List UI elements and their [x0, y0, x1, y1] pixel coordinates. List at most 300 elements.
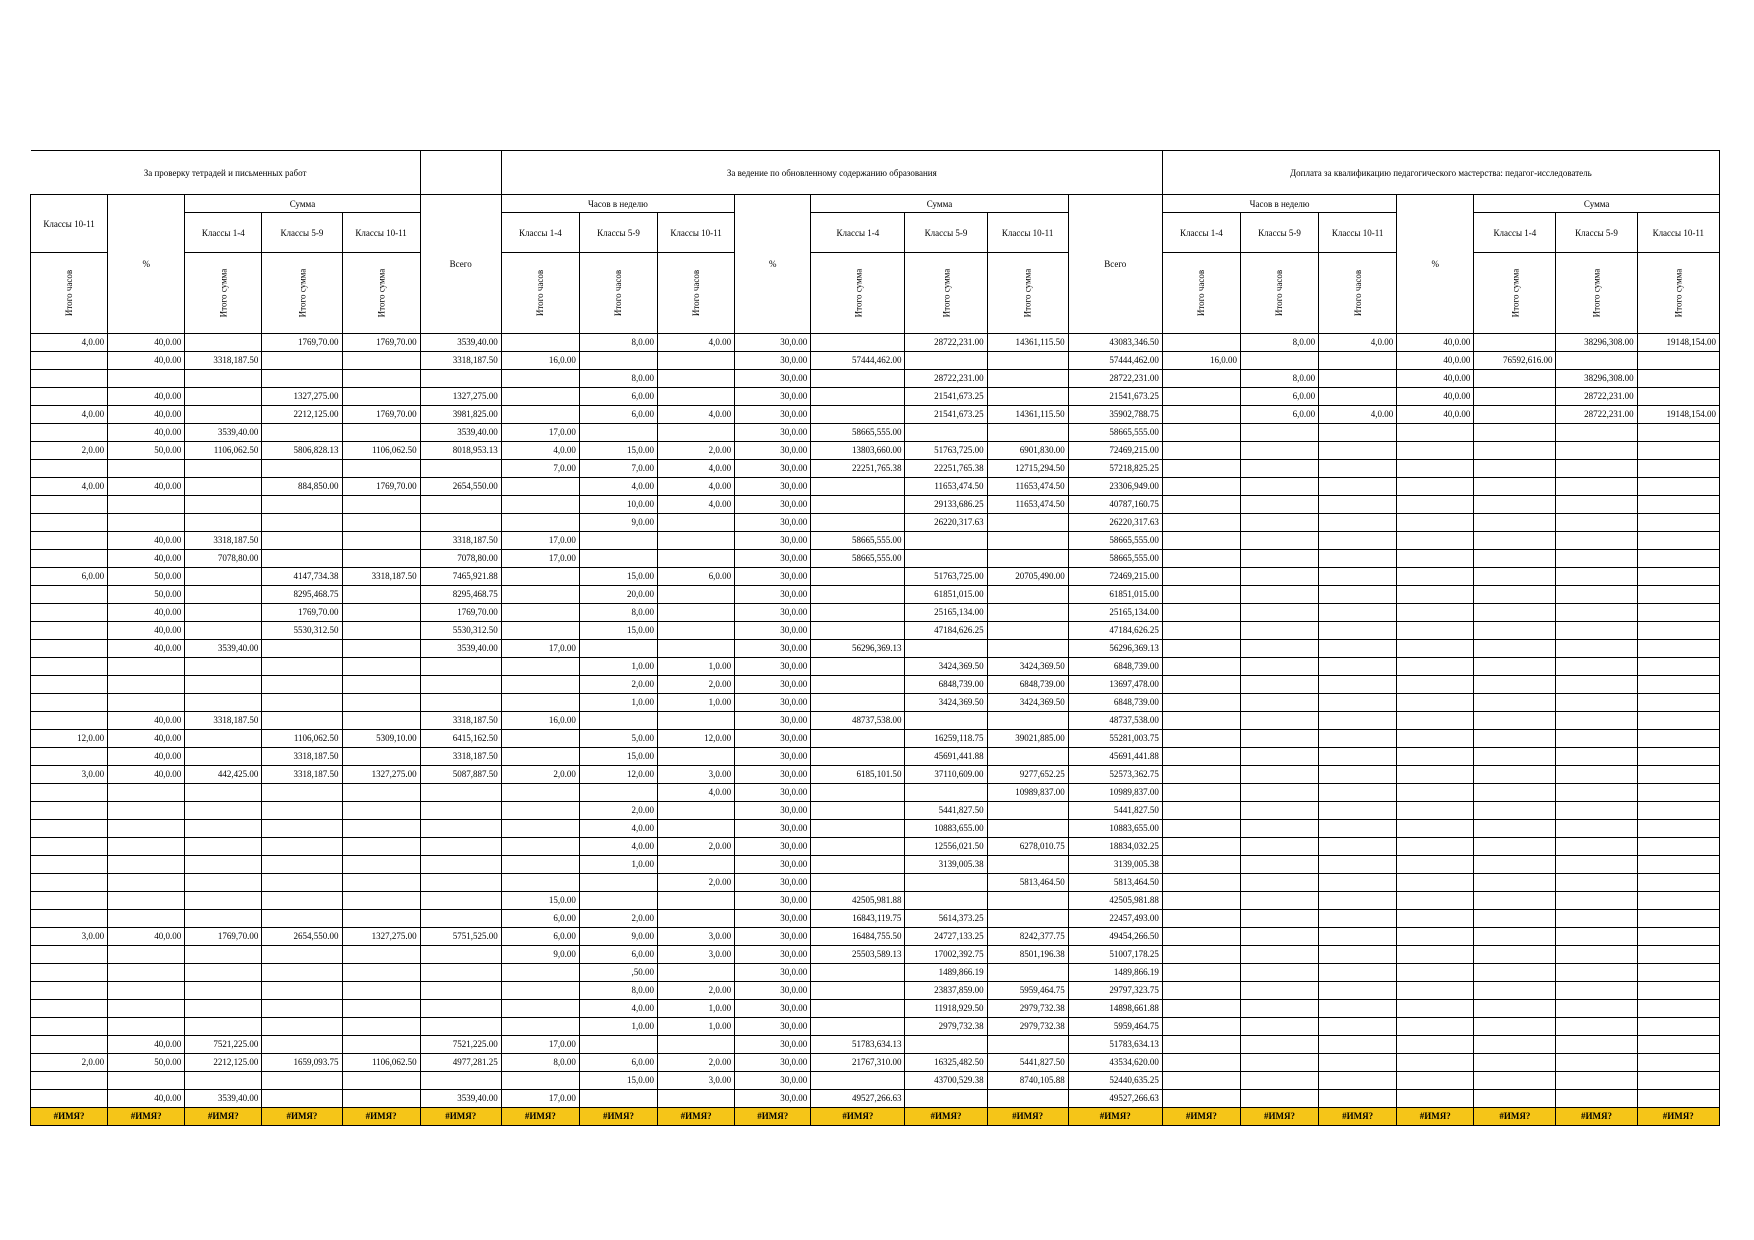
table-cell[interactable] [811, 388, 905, 406]
table-cell[interactable]: 8018,953.13 [420, 442, 501, 460]
table-cell[interactable]: 1,0.00 [579, 694, 657, 712]
table-cell[interactable] [1162, 496, 1240, 514]
table-cell[interactable]: 37110,609.00 [905, 766, 987, 784]
table-cell[interactable] [31, 424, 108, 442]
table-cell[interactable] [1319, 460, 1397, 478]
table-cell[interactable]: 56296,369.13 [811, 640, 905, 658]
table-cell[interactable] [31, 856, 108, 874]
table-cell[interactable] [658, 532, 735, 550]
table-cell[interactable] [1637, 442, 1719, 460]
table-cell[interactable] [1162, 388, 1240, 406]
table-cell[interactable] [108, 496, 185, 514]
table-cell[interactable] [501, 1072, 579, 1090]
table-cell[interactable] [501, 568, 579, 586]
table-cell[interactable] [1162, 1090, 1240, 1108]
table-cell[interactable] [1474, 442, 1556, 460]
table-cell[interactable]: 2,0.00 [658, 982, 735, 1000]
table-cell[interactable]: 40,0.00 [108, 406, 185, 424]
table-cell[interactable] [1240, 568, 1318, 586]
table-cell[interactable] [1319, 640, 1397, 658]
table-cell[interactable]: 30,0.00 [735, 802, 811, 820]
table-cell[interactable] [342, 388, 420, 406]
table-cell[interactable] [905, 640, 987, 658]
table-cell[interactable] [185, 946, 262, 964]
table-cell[interactable] [1474, 658, 1556, 676]
table-cell[interactable]: 17,0.00 [501, 532, 579, 550]
table-cell[interactable] [1319, 892, 1397, 910]
table-cell[interactable] [1397, 784, 1474, 802]
table-cell[interactable]: 1106,062.50 [342, 1054, 420, 1072]
table-cell[interactable] [262, 370, 342, 388]
table-cell[interactable]: 12,0.00 [658, 730, 735, 748]
table-cell[interactable] [108, 856, 185, 874]
table-cell[interactable] [1162, 550, 1240, 568]
table-cell[interactable]: 29797,323.75 [1068, 982, 1162, 1000]
table-cell[interactable] [262, 658, 342, 676]
table-cell[interactable]: 3981,825.00 [420, 406, 501, 424]
table-cell[interactable] [1319, 1000, 1397, 1018]
table-cell[interactable] [31, 370, 108, 388]
table-cell[interactable] [1240, 712, 1318, 730]
table-cell[interactable] [342, 874, 420, 892]
table-cell[interactable]: 30,0.00 [735, 442, 811, 460]
table-cell[interactable] [108, 658, 185, 676]
table-cell[interactable] [420, 910, 501, 928]
table-cell[interactable] [1240, 442, 1318, 460]
table-cell[interactable] [1556, 874, 1637, 892]
table-cell[interactable] [342, 892, 420, 910]
table-cell[interactable]: 4,0.00 [579, 478, 657, 496]
table-cell[interactable]: 8501,196.38 [987, 946, 1068, 964]
table-cell[interactable] [1162, 694, 1240, 712]
table-cell[interactable]: 40,0.00 [108, 478, 185, 496]
table-cell[interactable] [987, 352, 1068, 370]
table-cell[interactable]: 30,0.00 [735, 658, 811, 676]
table-cell[interactable]: 8295,468.75 [262, 586, 342, 604]
table-cell[interactable] [420, 856, 501, 874]
table-cell[interactable] [1474, 874, 1556, 892]
table-cell[interactable] [1162, 964, 1240, 982]
table-cell[interactable] [108, 874, 185, 892]
table-cell[interactable] [501, 748, 579, 766]
table-cell[interactable] [1556, 1054, 1637, 1072]
table-cell[interactable] [1162, 1054, 1240, 1072]
table-cell[interactable]: 30,0.00 [735, 622, 811, 640]
table-cell[interactable]: 50,0.00 [108, 586, 185, 604]
table-cell[interactable] [1397, 946, 1474, 964]
table-cell[interactable] [1397, 1054, 1474, 1072]
table-cell[interactable] [31, 1072, 108, 1090]
table-cell[interactable] [811, 568, 905, 586]
table-cell[interactable] [501, 838, 579, 856]
table-cell[interactable] [1637, 640, 1719, 658]
table-cell[interactable] [1240, 694, 1318, 712]
table-cell[interactable] [658, 910, 735, 928]
table-cell[interactable] [1397, 532, 1474, 550]
table-cell[interactable] [262, 712, 342, 730]
table-cell[interactable] [108, 946, 185, 964]
table-cell[interactable]: 2654,550.00 [262, 928, 342, 946]
table-cell[interactable] [31, 910, 108, 928]
table-cell[interactable] [1556, 478, 1637, 496]
table-cell[interactable]: 30,0.00 [735, 478, 811, 496]
table-cell[interactable]: 30,0.00 [735, 694, 811, 712]
table-cell[interactable] [31, 892, 108, 910]
table-cell[interactable] [658, 856, 735, 874]
table-cell[interactable] [185, 496, 262, 514]
table-cell[interactable] [1397, 676, 1474, 694]
table-cell[interactable] [1240, 676, 1318, 694]
table-cell[interactable] [1637, 388, 1719, 406]
table-cell[interactable] [501, 478, 579, 496]
table-cell[interactable] [262, 1018, 342, 1036]
table-cell[interactable] [1240, 982, 1318, 1000]
table-cell[interactable] [420, 1018, 501, 1036]
total-cell-error[interactable]: #ИМЯ? [262, 1108, 342, 1126]
table-cell[interactable]: 3318,187.50 [185, 712, 262, 730]
table-cell[interactable] [987, 550, 1068, 568]
table-cell[interactable] [905, 550, 987, 568]
table-cell[interactable] [342, 712, 420, 730]
table-cell[interactable]: 2,0.00 [658, 874, 735, 892]
table-cell[interactable]: 38296,308.00 [1556, 334, 1637, 352]
table-cell[interactable] [342, 838, 420, 856]
table-cell[interactable] [1319, 532, 1397, 550]
table-cell[interactable]: 14898,661.88 [1068, 1000, 1162, 1018]
table-cell[interactable] [1240, 784, 1318, 802]
table-cell[interactable]: 49454,266.50 [1068, 928, 1162, 946]
table-cell[interactable] [1240, 586, 1318, 604]
table-cell[interactable]: 3424,369.50 [905, 694, 987, 712]
table-cell[interactable]: 30,0.00 [735, 568, 811, 586]
table-cell[interactable] [185, 802, 262, 820]
table-cell[interactable]: 17,0.00 [501, 1090, 579, 1108]
table-cell[interactable]: 3318,187.50 [420, 712, 501, 730]
table-cell[interactable]: 1106,062.50 [262, 730, 342, 748]
table-cell[interactable] [1556, 1018, 1637, 1036]
table-cell[interactable]: 2979,732.38 [987, 1000, 1068, 1018]
table-cell[interactable] [185, 334, 262, 352]
table-cell[interactable] [1240, 820, 1318, 838]
table-cell[interactable] [1319, 496, 1397, 514]
table-cell[interactable]: 4,0.00 [31, 334, 108, 352]
table-cell[interactable] [1162, 730, 1240, 748]
table-cell[interactable] [420, 838, 501, 856]
table-cell[interactable]: 58665,555.00 [811, 424, 905, 442]
table-cell[interactable] [342, 1072, 420, 1090]
table-cell[interactable] [1637, 1036, 1719, 1054]
table-cell[interactable] [1319, 352, 1397, 370]
table-cell[interactable] [1637, 964, 1719, 982]
table-cell[interactable] [31, 1000, 108, 1018]
table-cell[interactable] [1162, 784, 1240, 802]
total-cell-error[interactable]: #ИМЯ? [735, 1108, 811, 1126]
table-cell[interactable]: 11653,474.50 [905, 478, 987, 496]
table-cell[interactable] [108, 964, 185, 982]
table-cell[interactable]: 12556,021.50 [905, 838, 987, 856]
table-cell[interactable]: 3,0.00 [658, 766, 735, 784]
table-cell[interactable]: 40,0.00 [108, 550, 185, 568]
table-cell[interactable]: 5530,312.50 [262, 622, 342, 640]
table-cell[interactable]: 15,0.00 [579, 622, 657, 640]
table-cell[interactable]: 5959,464.75 [987, 982, 1068, 1000]
table-cell[interactable] [185, 820, 262, 838]
table-cell[interactable]: 17,0.00 [501, 550, 579, 568]
table-cell[interactable] [342, 694, 420, 712]
table-cell[interactable]: 3318,187.50 [262, 766, 342, 784]
table-cell[interactable] [1637, 910, 1719, 928]
table-cell[interactable]: 1489,866.19 [1068, 964, 1162, 982]
table-cell[interactable]: 5441,827.50 [1068, 802, 1162, 820]
table-cell[interactable] [905, 892, 987, 910]
table-cell[interactable] [262, 1036, 342, 1054]
table-cell[interactable] [1319, 694, 1397, 712]
table-cell[interactable]: 1,0.00 [579, 1018, 657, 1036]
table-cell[interactable] [811, 802, 905, 820]
table-cell[interactable] [185, 478, 262, 496]
table-cell[interactable] [420, 820, 501, 838]
table-cell[interactable] [1474, 856, 1556, 874]
table-cell[interactable] [1240, 928, 1318, 946]
table-cell[interactable] [1637, 730, 1719, 748]
table-cell[interactable]: 6848,739.00 [1068, 694, 1162, 712]
table-cell[interactable]: 28722,231.00 [1556, 406, 1637, 424]
table-cell[interactable]: 6278,010.75 [987, 838, 1068, 856]
table-cell[interactable]: 16,0.00 [501, 352, 579, 370]
table-cell[interactable] [342, 514, 420, 532]
table-cell[interactable]: 6185,101.50 [811, 766, 905, 784]
table-cell[interactable] [342, 820, 420, 838]
total-cell-error[interactable]: #ИМЯ? [1474, 1108, 1556, 1126]
table-cell[interactable] [1162, 586, 1240, 604]
table-cell[interactable] [1319, 514, 1397, 532]
table-cell[interactable]: 5751,525.00 [420, 928, 501, 946]
table-cell[interactable] [579, 550, 657, 568]
total-cell-error[interactable]: #ИМЯ? [811, 1108, 905, 1126]
table-cell[interactable] [262, 514, 342, 532]
table-cell[interactable] [658, 640, 735, 658]
table-cell[interactable]: 1327,275.00 [262, 388, 342, 406]
table-cell[interactable]: 30,0.00 [735, 586, 811, 604]
table-cell[interactable]: 30,0.00 [735, 766, 811, 784]
table-cell[interactable] [31, 622, 108, 640]
table-cell[interactable]: 52573,362.75 [1068, 766, 1162, 784]
table-cell[interactable] [1637, 766, 1719, 784]
table-cell[interactable]: 21767,310.00 [811, 1054, 905, 1072]
table-cell[interactable] [31, 712, 108, 730]
table-cell[interactable]: 50,0.00 [108, 1054, 185, 1072]
table-cell[interactable] [342, 910, 420, 928]
table-cell[interactable] [31, 982, 108, 1000]
table-cell[interactable] [342, 784, 420, 802]
table-cell[interactable]: 30,0.00 [735, 460, 811, 478]
table-cell[interactable] [987, 748, 1068, 766]
table-cell[interactable]: 2,0.00 [658, 676, 735, 694]
table-cell[interactable] [31, 1090, 108, 1108]
table-cell[interactable] [1397, 694, 1474, 712]
table-cell[interactable] [342, 982, 420, 1000]
table-cell[interactable]: 28722,231.00 [1556, 388, 1637, 406]
total-cell-error[interactable]: #ИМЯ? [1240, 1108, 1318, 1126]
table-cell[interactable]: 14361,115.50 [987, 406, 1068, 424]
table-cell[interactable]: 6415,162.50 [420, 730, 501, 748]
table-cell[interactable] [1162, 568, 1240, 586]
table-cell[interactable] [1240, 658, 1318, 676]
table-cell[interactable]: 3318,187.50 [185, 352, 262, 370]
table-cell[interactable] [1319, 838, 1397, 856]
table-cell[interactable]: 40,0.00 [108, 928, 185, 946]
table-cell[interactable] [1319, 568, 1397, 586]
table-cell[interactable] [31, 964, 108, 982]
table-cell[interactable]: 5087,887.50 [420, 766, 501, 784]
table-cell[interactable] [658, 424, 735, 442]
table-cell[interactable] [262, 352, 342, 370]
table-cell[interactable]: 1,0.00 [658, 1018, 735, 1036]
table-cell[interactable]: 4,0.00 [31, 478, 108, 496]
table-cell[interactable]: 22457,493.00 [1068, 910, 1162, 928]
table-cell[interactable]: 4,0.00 [579, 820, 657, 838]
table-cell[interactable] [1397, 1090, 1474, 1108]
table-cell[interactable] [1162, 334, 1240, 352]
table-cell[interactable]: 6,0.00 [658, 568, 735, 586]
table-cell[interactable] [1474, 730, 1556, 748]
table-cell[interactable]: 22251,765.38 [905, 460, 987, 478]
table-cell[interactable] [342, 532, 420, 550]
table-cell[interactable]: 2212,125.00 [262, 406, 342, 424]
table-cell[interactable] [579, 712, 657, 730]
table-cell[interactable] [1319, 1018, 1397, 1036]
table-cell[interactable]: 17,0.00 [501, 1036, 579, 1054]
table-cell[interactable] [1474, 982, 1556, 1000]
table-cell[interactable] [420, 982, 501, 1000]
table-cell[interactable] [501, 406, 579, 424]
table-cell[interactable] [31, 874, 108, 892]
table-cell[interactable]: 30,0.00 [735, 550, 811, 568]
table-cell[interactable]: 3539,40.00 [185, 424, 262, 442]
table-cell[interactable] [342, 370, 420, 388]
table-cell[interactable] [185, 964, 262, 982]
table-cell[interactable]: 40,0.00 [108, 712, 185, 730]
table-cell[interactable]: 30,0.00 [735, 730, 811, 748]
table-cell[interactable] [1556, 676, 1637, 694]
table-cell[interactable] [185, 514, 262, 532]
table-cell[interactable]: ,50.00 [579, 964, 657, 982]
table-cell[interactable] [1474, 388, 1556, 406]
table-cell[interactable] [262, 460, 342, 478]
table-cell[interactable] [108, 892, 185, 910]
table-cell[interactable]: 45691,441.88 [1068, 748, 1162, 766]
total-cell-error[interactable]: #ИМЯ? [1556, 1108, 1637, 1126]
total-cell-error[interactable]: #ИМЯ? [905, 1108, 987, 1126]
table-cell[interactable] [1397, 604, 1474, 622]
table-cell[interactable]: 30,0.00 [735, 676, 811, 694]
table-cell[interactable] [262, 802, 342, 820]
table-cell[interactable] [31, 1018, 108, 1036]
table-cell[interactable] [658, 712, 735, 730]
table-cell[interactable] [1637, 460, 1719, 478]
table-cell[interactable] [987, 1036, 1068, 1054]
total-cell-error[interactable]: #ИМЯ? [1162, 1108, 1240, 1126]
table-cell[interactable] [1637, 658, 1719, 676]
table-cell[interactable] [1637, 892, 1719, 910]
table-cell[interactable] [342, 1018, 420, 1036]
table-cell[interactable] [1397, 1018, 1474, 1036]
table-cell[interactable] [1162, 982, 1240, 1000]
table-cell[interactable] [1474, 802, 1556, 820]
table-cell[interactable] [1397, 568, 1474, 586]
table-cell[interactable]: 30,0.00 [735, 370, 811, 388]
table-cell[interactable]: 50,0.00 [108, 568, 185, 586]
table-cell[interactable] [1637, 712, 1719, 730]
table-cell[interactable]: 8295,468.75 [420, 586, 501, 604]
table-cell[interactable] [31, 748, 108, 766]
table-cell[interactable] [1474, 604, 1556, 622]
table-cell[interactable] [1474, 712, 1556, 730]
table-cell[interactable]: 30,0.00 [735, 910, 811, 928]
table-cell[interactable] [1397, 802, 1474, 820]
table-cell[interactable]: 51007,178.25 [1068, 946, 1162, 964]
table-cell[interactable]: 9,0.00 [579, 514, 657, 532]
total-cell-error[interactable]: #ИМЯ? [987, 1108, 1068, 1126]
total-cell-error[interactable]: #ИМЯ? [1397, 1108, 1474, 1126]
table-cell[interactable] [342, 622, 420, 640]
table-cell[interactable] [1556, 1036, 1637, 1054]
table-cell[interactable]: 30,0.00 [735, 838, 811, 856]
table-cell[interactable]: 10989,837.00 [987, 784, 1068, 802]
table-cell[interactable] [1397, 424, 1474, 442]
table-cell[interactable]: 12715,294.50 [987, 460, 1068, 478]
table-cell[interactable] [987, 370, 1068, 388]
table-cell[interactable] [1474, 892, 1556, 910]
table-cell[interactable]: 3139,005.38 [1068, 856, 1162, 874]
table-cell[interactable] [1319, 1072, 1397, 1090]
table-cell[interactable] [579, 352, 657, 370]
table-cell[interactable]: 1,0.00 [579, 658, 657, 676]
table-cell[interactable] [1474, 928, 1556, 946]
total-cell-error[interactable]: #ИМЯ? [658, 1108, 735, 1126]
table-cell[interactable] [420, 946, 501, 964]
table-cell[interactable] [1474, 946, 1556, 964]
table-cell[interactable]: 8,0.00 [579, 370, 657, 388]
table-cell[interactable] [1474, 406, 1556, 424]
table-cell[interactable]: 51763,725.00 [905, 568, 987, 586]
table-cell[interactable] [1319, 586, 1397, 604]
table-cell[interactable] [185, 568, 262, 586]
table-cell[interactable] [658, 622, 735, 640]
table-cell[interactable] [1162, 856, 1240, 874]
table-cell[interactable]: 3139,005.38 [905, 856, 987, 874]
table-cell[interactable]: 4,0.00 [1319, 334, 1397, 352]
table-cell[interactable] [1240, 604, 1318, 622]
table-cell[interactable] [1162, 1036, 1240, 1054]
table-cell[interactable]: 25503,589.13 [811, 946, 905, 964]
table-cell[interactable]: 1,0.00 [658, 658, 735, 676]
table-cell[interactable] [905, 874, 987, 892]
table-cell[interactable]: 28722,231.00 [1068, 370, 1162, 388]
table-cell[interactable] [1637, 370, 1719, 388]
table-cell[interactable] [1556, 532, 1637, 550]
table-cell[interactable]: 7465,921.88 [420, 568, 501, 586]
table-cell[interactable] [1240, 964, 1318, 982]
table-cell[interactable]: 2,0.00 [31, 442, 108, 460]
table-cell[interactable] [1397, 910, 1474, 928]
table-cell[interactable]: 30,0.00 [735, 874, 811, 892]
table-cell[interactable]: 30,0.00 [735, 1036, 811, 1054]
table-cell[interactable] [262, 946, 342, 964]
table-cell[interactable] [1556, 460, 1637, 478]
table-cell[interactable] [185, 1000, 262, 1018]
table-cell[interactable] [1319, 478, 1397, 496]
